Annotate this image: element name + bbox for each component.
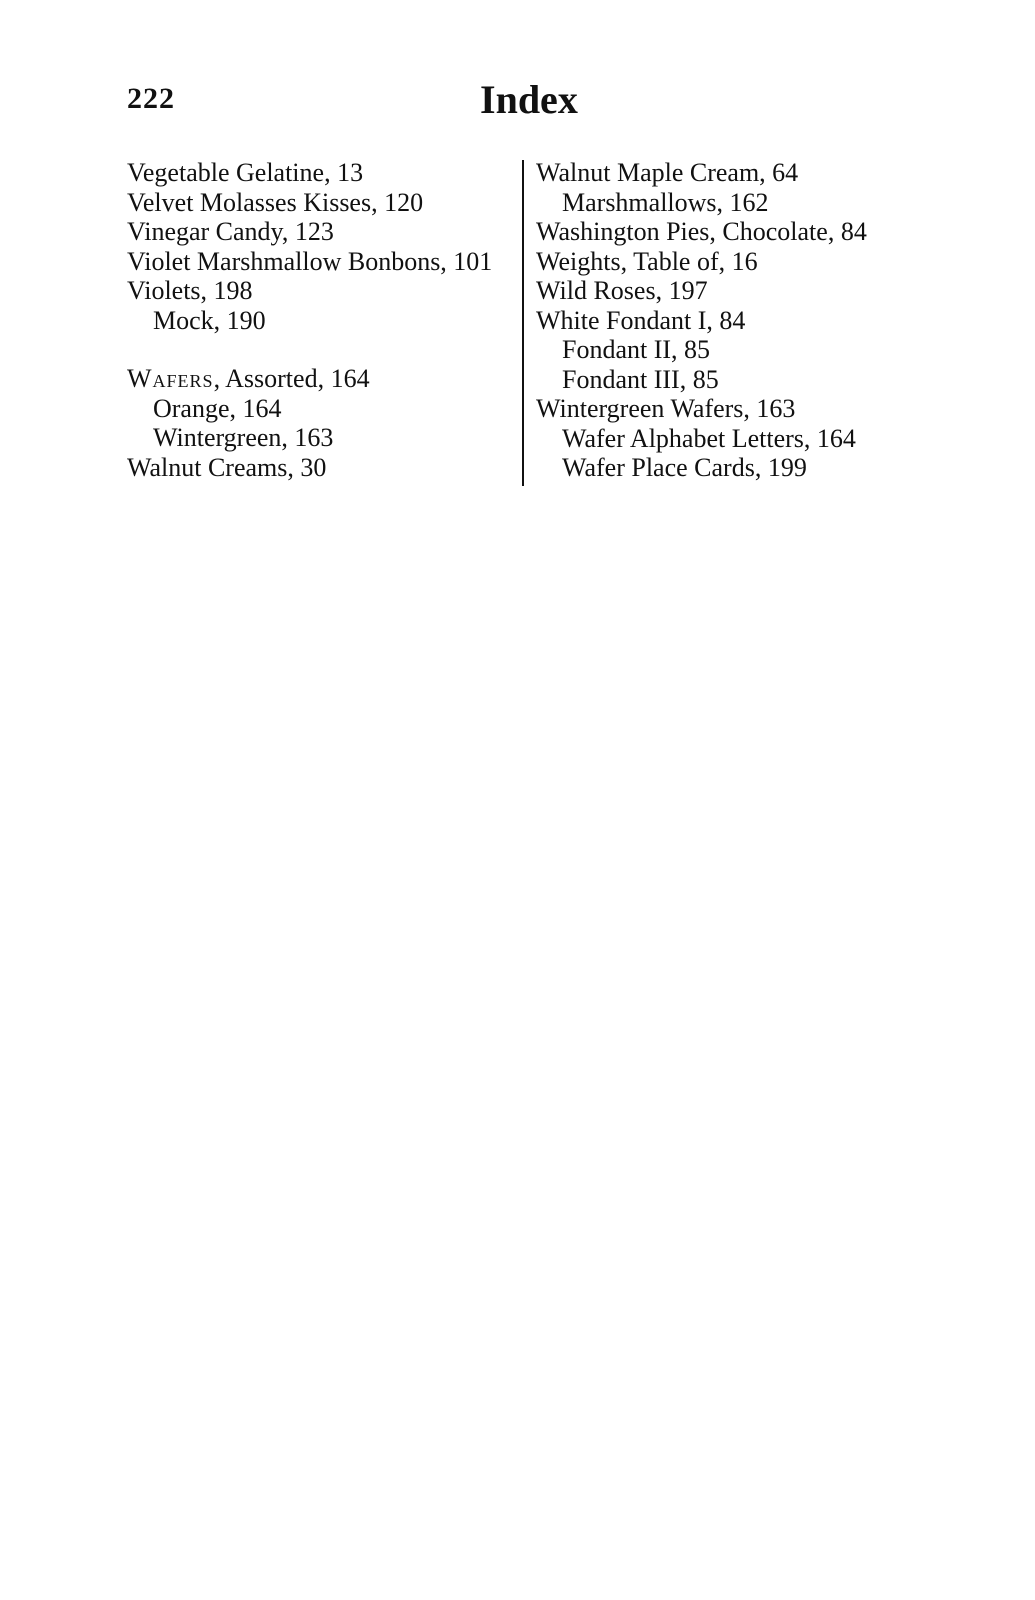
index-entry: Violet Marshmallow Bonbons, 101 [127, 246, 493, 276]
index-entry: Weights, Table of, 16 [536, 246, 758, 276]
page-number: 222 [127, 82, 175, 115]
index-subentry: Mock, 190 [153, 305, 266, 335]
index-entry: Wild Roses, 197 [536, 276, 708, 305]
section-gap [127, 335, 522, 364]
index-heading-smallcaps: Wafers [127, 364, 214, 393]
index-subentry: Fondant III, 85 [562, 364, 719, 394]
index-left-column [127, 158, 522, 482]
index-subentry: Wafer Alphabet Letters, 164 [562, 423, 856, 453]
index-subentry: Orange, 164 [153, 393, 282, 423]
index-subentry: Wafer Place Cards, 199 [562, 453, 807, 482]
index-right-column [536, 158, 956, 483]
index-subentry: Fondant II, 85 [562, 335, 711, 364]
index-entry: Violets, 198 [127, 276, 253, 305]
index-subentry: Wintergreen, 163 [153, 423, 334, 452]
index-entry: Vinegar Candy, 123 [127, 217, 334, 246]
index-entry: Wintergreen Wafers, 163 [536, 394, 796, 423]
index-entry: Walnut Creams, 30 [127, 452, 327, 482]
page-title: Index [480, 77, 578, 122]
index-entry-rest: , Assorted, 164 [213, 364, 370, 393]
index-entry [127, 364, 522, 394]
index-subentry: Marshmallows, 162 [562, 187, 769, 217]
index-entry: White Fondant I, 84 [536, 305, 746, 335]
index-entry: Washington Pies, Chocolate, 84 [536, 217, 867, 246]
index-entry: Walnut Maple Cream, 64 [536, 158, 799, 187]
index-entry: Vegetable Gelatine, 13 [127, 158, 364, 187]
index-entry: Velvet Molasses Kisses, 120 [127, 187, 424, 217]
column-divider-rule [522, 160, 524, 486]
